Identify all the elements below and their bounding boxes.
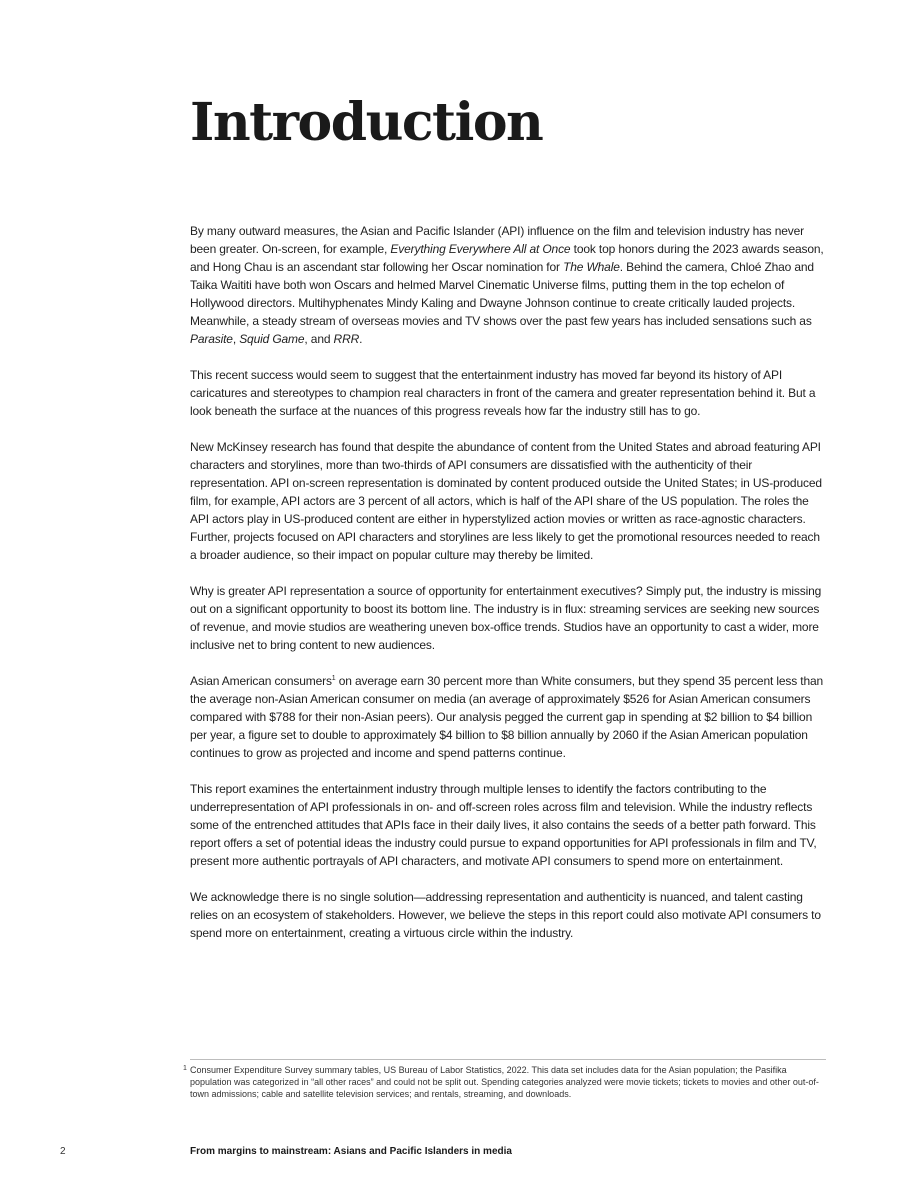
p1-end: . bbox=[359, 332, 363, 346]
show-title-squid-game: Squid Game bbox=[239, 332, 305, 346]
body-text bbox=[190, 222, 828, 960]
p5-text-b: on average earn 30 percent more than White consumers, but they spend 35 percent less than the average non-Asian American consumer on media (an average of approximately $526 for Asian American consumers compared with $788 for their non-Asian peers). Our analysis pegged the current gap in spending at $2 billion to $4 billion per year, a figure set to double to approximately $4 billion to $8 billion annually by 2060 if the Asian American population continues to grow as projected and income and spend patterns continue. bbox=[190, 674, 824, 760]
p1-text-a: By many outward measures, the Asian and Pacific Islander (API) influence on the film and television industry has never been greater. On-screen, for example, bbox=[190, 224, 804, 256]
footnote bbox=[183, 1064, 826, 1100]
film-title-everything-everywhere: Everything Everywhere All at Once bbox=[390, 242, 571, 256]
paragraph-1 bbox=[190, 222, 828, 348]
page-number: 2 bbox=[60, 1146, 66, 1157]
paragraph-7: We acknowledge there is no single solution—addressing representation and authenticity is nuanced, and talent casting relies on an ecosystem of stakeholders. However, we believe the steps in this report could also motivate API consumers to spend more on entertainment, creating a virtuous circle within the industry. bbox=[190, 890, 821, 940]
running-footer-title: From margins to mainstream: Asians and Pacific Islanders in media bbox=[190, 1146, 512, 1157]
p1-text-c: . Behind the camera, Chloé Zhao and Taika Waititi have both won Oscars and helmed Marvel Cinematic Universe films, putting them in the top echelon of Hollywood directors. Multihyphenates Mindy Kaling and Dwayne Johnson continue to create critically lauded projects. Meanwhile, a steady stream of overseas movies and TV shows over the past few years has included sensations such as bbox=[190, 260, 814, 328]
p1-separator-2: , and bbox=[304, 332, 334, 346]
footnote-reference[interactable]: 1 bbox=[331, 675, 336, 682]
p1-text-b: took top honors during the 2023 awards season, and Hong Chau is an ascendant star following her Oscar nomination for bbox=[190, 242, 824, 274]
paragraph-4: Why is greater API representation a source of opportunity for entertainment executives? Simply put, the industry is missing out on a significant opportunity to boost its bottom line. The industry is in flux: streaming services are seeking new sources of revenue, and movie studios are weathering uneven box-office trends. Studios have an opportunity to cast a wider, more inclusive net to bring content to new audiences. bbox=[190, 584, 822, 652]
footnote-marker: 1 bbox=[183, 1065, 187, 1072]
p1-separator-1: , bbox=[232, 332, 240, 346]
footnote-divider bbox=[190, 1059, 826, 1060]
page-title: Introduction bbox=[190, 92, 543, 153]
paragraph-3: New McKinsey research has found that despite the abundance of content from the United States and abroad featuring API characters and storylines, more than two-thirds of API consumers are dissatisfied with the authenticity of their representation. API on-screen representation is dominated by content produced outside the United States; in US-produced film, for example, API actors are 3 percent of all actors, which is half of the API share of the US population. The roles the API actors play in US-produced content are either in hyperstylized action movies or written as race-agnostic characters. Further, projects focused on API characters and storylines are less likely to get the promotional resources needed to reach a broader audience, so their impact on popular culture may thereby be limited. bbox=[190, 440, 822, 562]
paragraph-5 bbox=[190, 672, 828, 762]
paragraph-6: This report examines the entertainment industry through multiple lenses to identify the factors contributing to the underrepresentation of API professionals in on- and off-screen roles across film and television. While the industry reflects some of the entrenched attitudes that APIs face in their daily lives, it also contains the seeds of a better path forward. This report offers a set of potential ideas the industry could pursue to expand opportunities for API professionals in film and TV, present more authentic portrayals of API characters, and motivate API consumers to spend more on entertainment. bbox=[190, 782, 817, 868]
film-title-parasite: Parasite bbox=[190, 332, 233, 346]
paragraph-2: This recent success would seem to suggest that the entertainment industry has moved far beyond its history of API caricatures and stereotypes to champion real characters in front of the camera and greater representation behind it. But a look beneath the surface at the nuances of this progress reveals how far the industry still has to go. bbox=[190, 368, 816, 418]
film-title-the-whale: The Whale bbox=[563, 260, 620, 274]
footnote-text: Consumer Expenditure Survey summary tables, US Bureau of Labor Statistics, 2022. This data set includes data for the Asian population; the Pasifika population was categorized in “all other races” and could not be split out. Spending categories analyzed were movie tickets; tickets to movies and other out-of-town admissions; cable and satellite television services; and rentals, streaming, and downloads. bbox=[190, 1065, 819, 1099]
p5-text-a: Asian American consumers bbox=[190, 674, 332, 688]
film-title-rrr: RRR bbox=[333, 332, 360, 346]
